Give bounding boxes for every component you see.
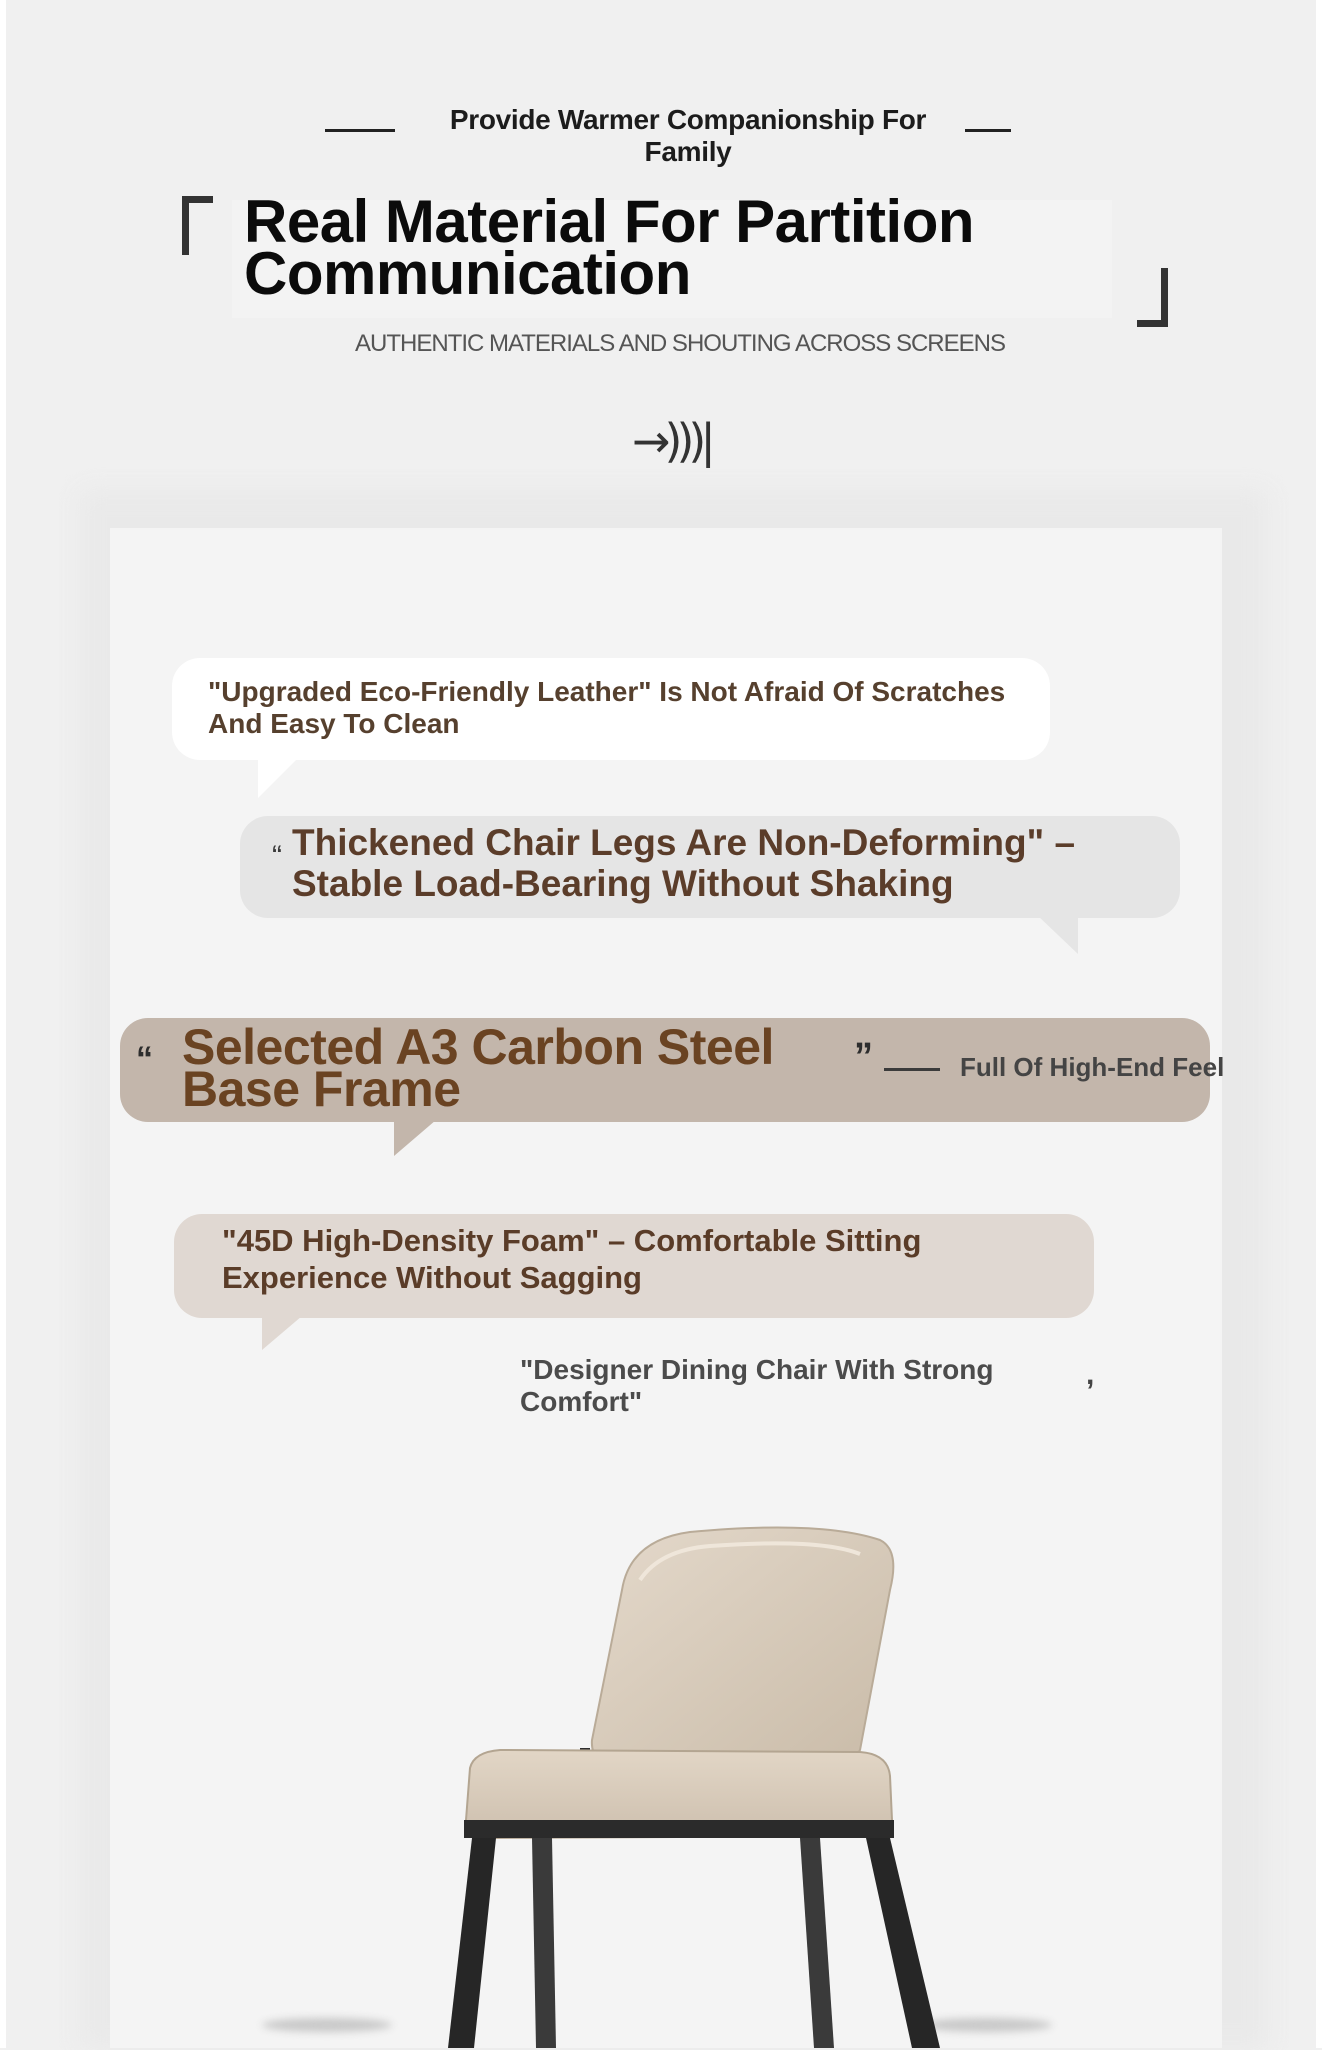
tagline-rule-left: [325, 129, 395, 132]
feature-text-leather: "Upgraded Eco-Friendly Leather" Is Not Afraid Of Scratches And Easy To Clean: [208, 676, 1006, 739]
corner-bracket-icon: [182, 196, 213, 255]
feature-text-foam: "45D High-Density Foam" – Comfortable Sitting Experience Without Sagging: [222, 1223, 922, 1295]
page-edge-left: [0, 0, 6, 2048]
tagline-rule-right: [965, 129, 1011, 132]
tagline: Provide Warmer Companionship For Family: [449, 104, 927, 167]
note-rule: [884, 1068, 940, 1071]
bubble-tail: [258, 758, 298, 798]
quote-close-icon: ,: [1086, 1358, 1095, 1391]
feature-note: Full Of High-End Feel: [960, 1052, 1225, 1082]
page-subtitle: AUTHENTIC MATERIALS AND SHOUTING ACROSS SCREENS: [355, 330, 1005, 357]
tagline-row: [325, 104, 1011, 167]
page-title: Real Material For Partition Communication: [244, 188, 974, 307]
bubble-tail: [394, 1120, 436, 1156]
quote-close-icon: ”: [854, 1036, 873, 1078]
corner-bracket-icon: [1137, 268, 1168, 327]
feature-text-legs: Thickened Chair Legs Are Non-Deforming" – Stable Load-Bearing Without Shaking: [292, 822, 1076, 904]
dining-chair-image: [260, 1520, 1080, 2048]
feature-text-design: "Designer Dining Chair With Strong Comfort": [520, 1354, 994, 1417]
quote-open-icon: “: [136, 1040, 153, 1078]
bubble-tail: [1036, 914, 1078, 954]
feature-text-frame: Selected A3 Carbon Steel Base Frame: [182, 1019, 774, 1117]
bubble-tail: [262, 1316, 302, 1350]
scroll-arrow-icon: →)))|: [632, 414, 710, 468]
page-edge-right: [1316, 0, 1322, 2048]
quote-mark-icon: “: [272, 840, 282, 873]
